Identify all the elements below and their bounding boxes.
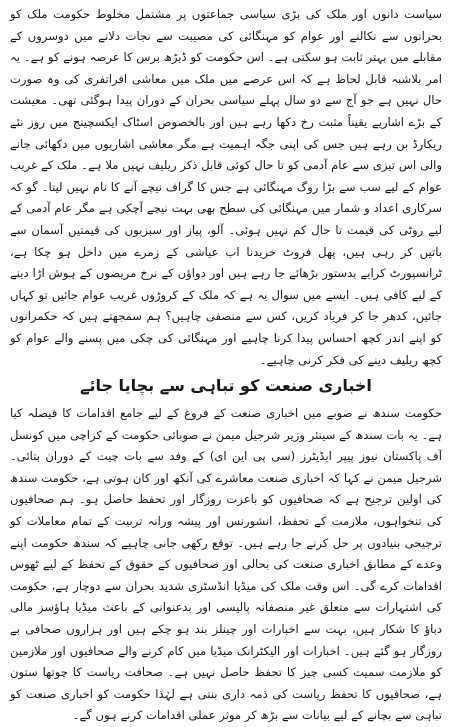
editorial-paragraph-press-industry: حکومت سندھ نے صوبے میں اخباری صنعت کے فروغ کے لیے جامع اقدامات کا فیصلہ کیا ہے۔ یہ بات سندھ کے سینئر وزیر شرجیل میمن نے صوبائی حکومت کے کراچی میں کونسل آف پاکستان نیوز پیپر ایڈیٹرز (سی پی این ای) کے وفد سے بات چیت کے دوران بتائی۔ شرجیل میمن نے کہا کہ اخباری صنعت معاشرے کی آنکھ اور کان ہوتی ہے، حکومت سندھ کی اولین ترجیح ہے کہ صحافیوں کو باعزت روزگار اور تحفظ حاصل ہو۔ ہم صحافیوں کی تنخواہوں، ملازمت کے تحفظ، انشورنس اور پیشہ ورانہ تربیت کے تمام معاملات کو ترجیحی بنیادوں پر حل کرنے جا رہے ہیں۔ توقع رکھی جانی چاہیے کہ سندھ حکومت اپنے وعدے کے مطابق اخباری صنعت کی بحالی اور صحافیوں کے حقوق کے تحفظ کے لیے ٹھوس اقدامات کرے گی۔ اس وقت ملک کی میڈیا انڈسٹری شدید بحران سے دوچار ہے، حکومت کی اشتہارات سے متعلق غیر منصفانہ پالیسی اور بدعنوانی کے باعث میڈیا ہاؤسز مالی دباؤ کا شکار ہیں، بہت سے اخبارات اور چینلز بند ہو چکے ہیں اور ہزاروں صحافی بے روزگار ہو گئے ہیں۔ اخبارات اور الیکٹرانک میڈیا میں کام کرنے والے صحافیوں اور ملازمین کو ملازمت سمیت کسی چیز کا تحفظ حاصل نہیں ہے۔ صحافت ریاست کا چوتھا ستون ہے، صحافیوں کا تحفظ ریاست کی ذمہ داری بنتی ہے لہٰذا حکومت کو اخباری صنعت کو تباہی سے بچانے کے لیے بیانات سے بڑھ کر موثر عملی اقدامات کرنے ہوں گے۔ bbox=[10, 406, 442, 723]
editorial-paragraph-inflation: سیاست دانوں اور ملک کی بڑی سیاسی جماعتوں پر مشتمل مخلوط حکومت ملک کو بحرانوں سے نکالنے اور عوام کو مہنگائی کی مصیبت سے نجات دلانے میں دوسروں کے مقابلے میں بہتر ثابت ہو سکتی ہے۔ اس حکومت کو ڈیڑھ برس کا عرصہ ہونے کو ہے۔ یہ امر بلاشبہ قابل لحاظ ہے کہ اس عرصے میں ملک میں معاشی افراتفری کی وہ صورت حال نہیں ہے جو آج سے دو سال پہلے سیاسی بحران کے دوران پیدا ہوگئی تھی۔ معیشت کے بڑے اشاریے یقیناً مثبت رخ دکھا رہے ہیں اور بالخصوص اسٹاک ایکسچینج میں روز نئے ریکارڈ بن رہے ہیں جس کی اپنی جگہ اہمیت ہے مگر معاشی اشاریوں میں دکھائی جانے والی اس تیزی سے عام آدمی کو تا حال کوئی قابل ذکر ریلیف نہیں ملا ہے۔ ملک کے غریب عوام کے لیے سب سے بڑا روگ مہنگائی ہے جس کا گراف نیچے آنے کا نام نہیں لیتا۔ گو کہ سرکاری اعداد و شمار میں مہنگائی کی سطح بھی بہت نیچے آچکی ہے مگر عام آدمی کے لیے روٹی کی قیمت تا حال کم نہیں ہوئی۔ آلو، پیاز اور سبزیوں کی قیمتیں آسمان سے باتیں کر رہی ہیں، پھل فروٹ خریدنا اب عیاشی کے زمرے میں داخل ہو چکا ہے، ٹرانسپورٹ کرایے بدستور بڑھائے جا رہے ہیں اور دواؤں کے نرخ مریضوں کے ہوش اڑا دینے کے لیے کافی ہیں۔ ایسے میں سوال یہ ہے کہ ملک کے کروڑوں غریب عوام جائیں تو کہاں جائیں، کدھر جا کر فریاد کریں، کس سے منصفی چاہیں؟ ہم سمجھتے ہیں کہ حکمرانوں کو اپنے اندر کچھ احساس پیدا کرنا چاہیے اور مہنگائی کی چکی میں پسنے والے عوام کو کچھ ریلیف دینے کی فکر کرنی چاہیے۔ bbox=[10, 7, 442, 367]
editorial-headline: اخباری صنعت کو تباہی سے بچایا جائے bbox=[80, 376, 372, 396]
